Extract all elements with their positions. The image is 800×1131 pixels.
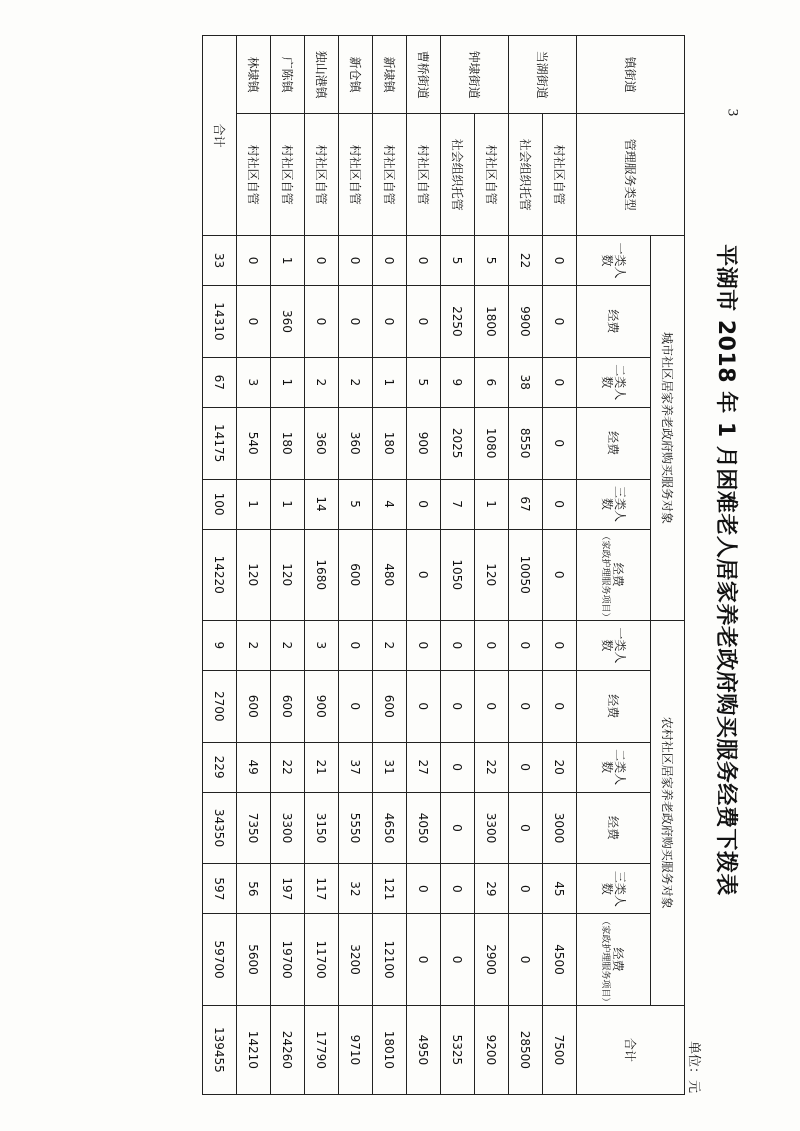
value-cell-total: 28500 [509,1005,543,1094]
value-cell-uf2: 0 [543,407,577,479]
value-cell-r3: 0 [441,864,475,914]
value-cell-uf2: 900 [407,407,441,479]
value-cell-r2: 0 [509,742,543,792]
mgmt-type-cell: 村社区自管 [475,114,509,236]
value-cell-total: 18010 [373,1005,407,1094]
table-row [373,36,407,1095]
value-cell-total: 9710 [339,1005,373,1094]
value-cell-r2: 0 [441,742,475,792]
value-cell-u1: 22 [509,236,543,286]
header-urban-fee3-sub: （家政护理服务项目） [600,531,611,622]
value-cell-r1: 0 [339,620,373,670]
value-cell-uf2: 8550 [509,407,543,479]
table-row [305,36,339,1095]
value-cell-uf3: 120 [237,529,271,620]
value-cell-total: 9200 [475,1005,509,1094]
value-cell-u1: 0 [373,236,407,286]
value-cell-uf1: 0 [237,286,271,358]
totals-cell-u2: 67 [203,357,237,407]
totals-cell-total: 139455 [203,1005,237,1094]
funding-table [202,35,685,1095]
value-cell-u1: 0 [543,236,577,286]
header-urban-fee1: 经费 [577,286,651,358]
header-rural-group: 农村社区居家养老政府购买服务对象 [651,620,685,1005]
value-cell-u1: 0 [407,236,441,286]
value-cell-rf2: 7350 [237,792,271,864]
value-cell-r3: 121 [373,864,407,914]
value-cell-rf2: 0 [509,792,543,864]
value-cell-rf3: 0 [509,914,543,1005]
value-cell-u1: 1 [271,236,305,286]
value-cell-uf2: 360 [305,407,339,479]
value-cell-uf1: 0 [305,286,339,358]
value-cell-rf2: 3300 [271,792,305,864]
value-cell-r1: 0 [475,620,509,670]
value-cell-rf1: 0 [509,670,543,742]
town-cell: 当湖街道 [509,36,577,114]
value-cell-uf3: 480 [373,529,407,620]
value-cell-rf1: 0 [441,670,475,742]
value-cell-r1: 0 [441,620,475,670]
totals-cell-rf3: 59700 [203,914,237,1005]
value-cell-rf3: 3200 [339,914,373,1005]
header-urban-cat1: 一类人数 [577,236,651,286]
header-rural-fee1: 经费 [577,670,651,742]
value-cell-uf3: 0 [543,529,577,620]
value-cell-r1: 0 [509,620,543,670]
value-cell-r3: 45 [543,864,577,914]
mgmt-type-cell: 村社区自管 [407,114,441,236]
value-cell-rf1: 600 [237,670,271,742]
value-cell-r2: 27 [407,742,441,792]
header-rural-cat1: 一类人数 [577,620,651,670]
totals-cell-r2: 229 [203,742,237,792]
value-cell-r2: 31 [373,742,407,792]
value-cell-u1: 5 [475,236,509,286]
value-cell-uf1: 9900 [509,286,543,358]
value-cell-rf2: 0 [441,792,475,864]
value-cell-u2: 1 [271,357,305,407]
header-rural-fee2: 经费 [577,792,651,864]
value-cell-uf3: 1680 [305,529,339,620]
table-row [543,36,577,1095]
header-rural-cat3: 三类人数 [577,864,651,914]
value-cell-rf3: 12100 [373,914,407,1005]
value-cell-r3: 56 [237,864,271,914]
value-cell-rf2: 4650 [373,792,407,864]
value-cell-u3: 5 [339,479,373,529]
table-row [237,36,271,1095]
header-rural-cat2: 二类人数 [577,742,651,792]
mgmt-type-cell: 社会组织托管 [441,114,475,236]
town-cell: 钟埭街道 [441,36,509,114]
value-cell-total: 4950 [407,1005,441,1094]
town-cell: 新仓镇 [339,36,373,114]
value-cell-r1: 0 [543,620,577,670]
town-cell: 广陈镇 [271,36,305,114]
value-cell-u3: 7 [441,479,475,529]
value-cell-uf1: 0 [543,286,577,358]
header-rural-fee3 [577,914,651,1005]
value-cell-r3: 32 [339,864,373,914]
totals-cell-rf1: 2700 [203,670,237,742]
value-cell-uf1: 0 [373,286,407,358]
table-row [271,36,305,1095]
unit-label: 单位：元 [686,1040,701,1093]
value-cell-uf3: 120 [271,529,305,620]
value-cell-u3: 14 [305,479,339,529]
value-cell-r3: 117 [305,864,339,914]
value-cell-rf3: 19700 [271,914,305,1005]
value-cell-r3: 0 [509,864,543,914]
value-cell-uf2: 1080 [475,407,509,479]
header-urban-fee3 [577,529,651,620]
value-cell-total: 5325 [441,1005,475,1094]
value-cell-uf2: 180 [373,407,407,479]
value-cell-rf3: 11700 [305,914,339,1005]
header-total: 合计 [577,1005,685,1094]
value-cell-rf1: 600 [373,670,407,742]
value-cell-u2: 9 [441,357,475,407]
mgmt-type-cell: 村社区自管 [543,114,577,236]
value-cell-rf2: 3300 [475,792,509,864]
value-cell-u2: 1 [373,357,407,407]
value-cell-u3: 67 [509,479,543,529]
value-cell-rf3: 5600 [237,914,271,1005]
value-cell-uf2: 2025 [441,407,475,479]
value-cell-rf3: 0 [441,914,475,1005]
totals-cell-r3: 597 [203,864,237,914]
totals-cell-uf3: 14220 [203,529,237,620]
value-cell-u2: 5 [407,357,441,407]
value-cell-uf2: 360 [339,407,373,479]
value-cell-u2: 0 [543,357,577,407]
rotated-document [35,35,755,1105]
value-cell-r3: 29 [475,864,509,914]
value-cell-u2: 6 [475,357,509,407]
mgmt-type-cell: 社会组织托管 [509,114,543,236]
value-cell-u2: 2 [339,357,373,407]
value-cell-uf3: 10050 [509,529,543,620]
value-cell-u2: 38 [509,357,543,407]
header-rural-fee3-sub: （家政护理服务项目） [600,916,611,1007]
value-cell-u2: 3 [237,357,271,407]
value-cell-total: 14210 [237,1005,271,1094]
page-number: 3 [724,108,741,117]
value-cell-rf2: 4050 [407,792,441,864]
table-row [441,36,475,1095]
value-cell-r1: 3 [305,620,339,670]
town-cell: 独山港镇 [305,36,339,114]
mgmt-type-cell: 村社区自管 [339,114,373,236]
town-cell: 新埭镇 [373,36,407,114]
totals-cell-r1: 9 [203,620,237,670]
value-cell-rf2: 5550 [339,792,373,864]
town-cell: 林埭镇 [237,36,271,114]
totals-cell-uf2: 14175 [203,407,237,479]
header-rural-fee3-label: 经费 [611,947,626,972]
table-row [339,36,373,1095]
value-cell-rf2: 3150 [305,792,339,864]
value-cell-u3: 0 [407,479,441,529]
header-urban-cat3: 三类人数 [577,479,651,529]
value-cell-r2: 20 [543,742,577,792]
value-cell-uf3: 0 [407,529,441,620]
value-cell-r1: 2 [271,620,305,670]
value-cell-rf1: 0 [475,670,509,742]
value-cell-r3: 0 [407,864,441,914]
value-cell-uf1: 360 [271,286,305,358]
value-cell-r3: 197 [271,864,305,914]
value-cell-r1: 0 [407,620,441,670]
value-cell-r2: 21 [305,742,339,792]
value-cell-u3: 0 [543,479,577,529]
table-row [475,36,509,1095]
value-cell-uf1: 2250 [441,286,475,358]
mgmt-type-cell: 村社区自管 [271,114,305,236]
header-urban-group: 城市社区居家养老政府购买服务对象 [651,236,685,621]
value-cell-uf1: 1800 [475,286,509,358]
header-urban-fee2: 经费 [577,407,651,479]
value-cell-rf3: 4500 [543,914,577,1005]
value-cell-total: 17790 [305,1005,339,1094]
value-cell-rf3: 0 [407,914,441,1005]
value-cell-rf2: 3000 [543,792,577,864]
totals-cell-uf1: 14310 [203,286,237,358]
value-cell-u3: 1 [271,479,305,529]
value-cell-u1: 0 [339,236,373,286]
town-cell: 曹桥街道 [407,36,441,114]
totals-row [203,36,237,1095]
value-cell-u1: 5 [441,236,475,286]
value-cell-uf1: 0 [407,286,441,358]
value-cell-u3: 1 [475,479,509,529]
table-row [407,36,441,1095]
value-cell-uf3: 120 [475,529,509,620]
value-cell-u3: 4 [373,479,407,529]
mgmt-type-cell: 村社区自管 [373,114,407,236]
value-cell-uf3: 600 [339,529,373,620]
value-cell-r2: 37 [339,742,373,792]
document-title: 平湖市 2018 年 1 月困难老人居家养老政府购买服务经费下拨表 [713,244,738,896]
value-cell-u3: 1 [237,479,271,529]
value-cell-total: 24260 [271,1005,305,1094]
value-cell-u2: 2 [305,357,339,407]
mgmt-type-cell: 村社区自管 [237,114,271,236]
value-cell-r2: 49 [237,742,271,792]
header-urban-fee3-label: 经费 [611,562,626,587]
value-cell-rf1: 600 [271,670,305,742]
value-cell-rf1: 900 [305,670,339,742]
value-cell-rf1: 0 [339,670,373,742]
value-cell-rf1: 0 [543,670,577,742]
value-cell-u1: 0 [237,236,271,286]
value-cell-r2: 22 [475,742,509,792]
value-cell-uf2: 180 [271,407,305,479]
totals-cell-rf2: 34350 [203,792,237,864]
value-cell-uf1: 0 [339,286,373,358]
value-cell-uf3: 1050 [441,529,475,620]
header-mgmt-type: 管理服务类型 [577,114,685,236]
totals-cell-u3: 100 [203,479,237,529]
value-cell-r1: 2 [373,620,407,670]
header-urban-cat2: 二类人数 [577,357,651,407]
table-row [509,36,543,1095]
header-town: 镇街道 [577,36,685,114]
value-cell-u1: 0 [305,236,339,286]
table-body [203,36,577,1095]
totals-cell-u1: 33 [203,236,237,286]
value-cell-r2: 22 [271,742,305,792]
totals-label: 合计 [203,36,237,236]
value-cell-rf3: 2900 [475,914,509,1005]
value-cell-total: 7500 [543,1005,577,1094]
value-cell-uf2: 540 [237,407,271,479]
mgmt-type-cell: 村社区自管 [305,114,339,236]
value-cell-r1: 2 [237,620,271,670]
value-cell-rf1: 0 [407,670,441,742]
